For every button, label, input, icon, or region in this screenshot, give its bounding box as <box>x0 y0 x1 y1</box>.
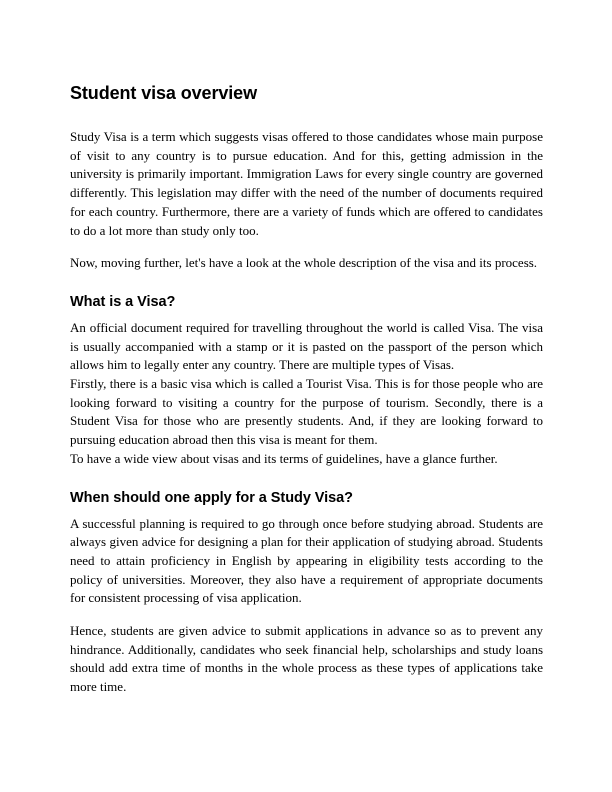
paragraph-visa-guidelines-note: To have a wide view about visas and its terms of guidelines, have a glance further. <box>70 450 498 466</box>
section-body-what-is-a-visa <box>70 319 543 469</box>
document-body <box>70 82 543 711</box>
section-heading-what-is-a-visa: What is a Visa? <box>70 293 176 310</box>
intro-paragraph-1: Study Visa is a term which suggests visas offered to those candidates whose main purpose of visit to any country is to pursue education. And for this, getting admission in the university is primarily important. Immigration Laws for every single country are governed differently. This legislation may differ with the need of the number of documents required for each country. Furthermore, there are a variety of funds which are offered to candidates to do a lot more than study only too. <box>70 129 543 238</box>
page-title: Student visa overview <box>70 83 257 103</box>
paragraph-visa-definition: An official document required for travelling throughout the world is called Visa. The visa is usually accompanied with a stamp or it is pasted on the passport of the person which allows him to legally enter any country. There are multiple types of Visas. <box>70 319 543 373</box>
paragraph-apply-in-advance: Hence, students are given advice to submit applications in advance so as to prevent any hindrance. Additionally, candidates who seek financial help, scholarships and study loans should add extra time of months in the whole process as these types of applications take more time. <box>70 623 543 695</box>
paragraph-planning-requirements: A successful planning is required to go through once before studying abroad. Students are always given advice for designing a plan for their application of studying abroad. Students need to attain proficiency in English by appearing in eligibility tests according to the policy of universities. Moreover, they also have a requirement of appropriate documents for consistent processing of visa application. <box>70 515 543 606</box>
paragraph-visa-types: Firstly, there is a basic visa which is called a Tourist Visa. This is for those people who are looking forward to visiting a country for the purpose of tourism. Secondly, there is a Student Visa for those who are presently students. And, if they are looking forward to pursuing education abroad then this visa is meant for them. <box>70 376 543 448</box>
intro-paragraph-2: Now, moving further, let's have a look at the whole description of the visa and its process. <box>70 255 538 271</box>
section-heading-when-to-apply: When should one apply for a Study Visa? <box>70 489 353 506</box>
